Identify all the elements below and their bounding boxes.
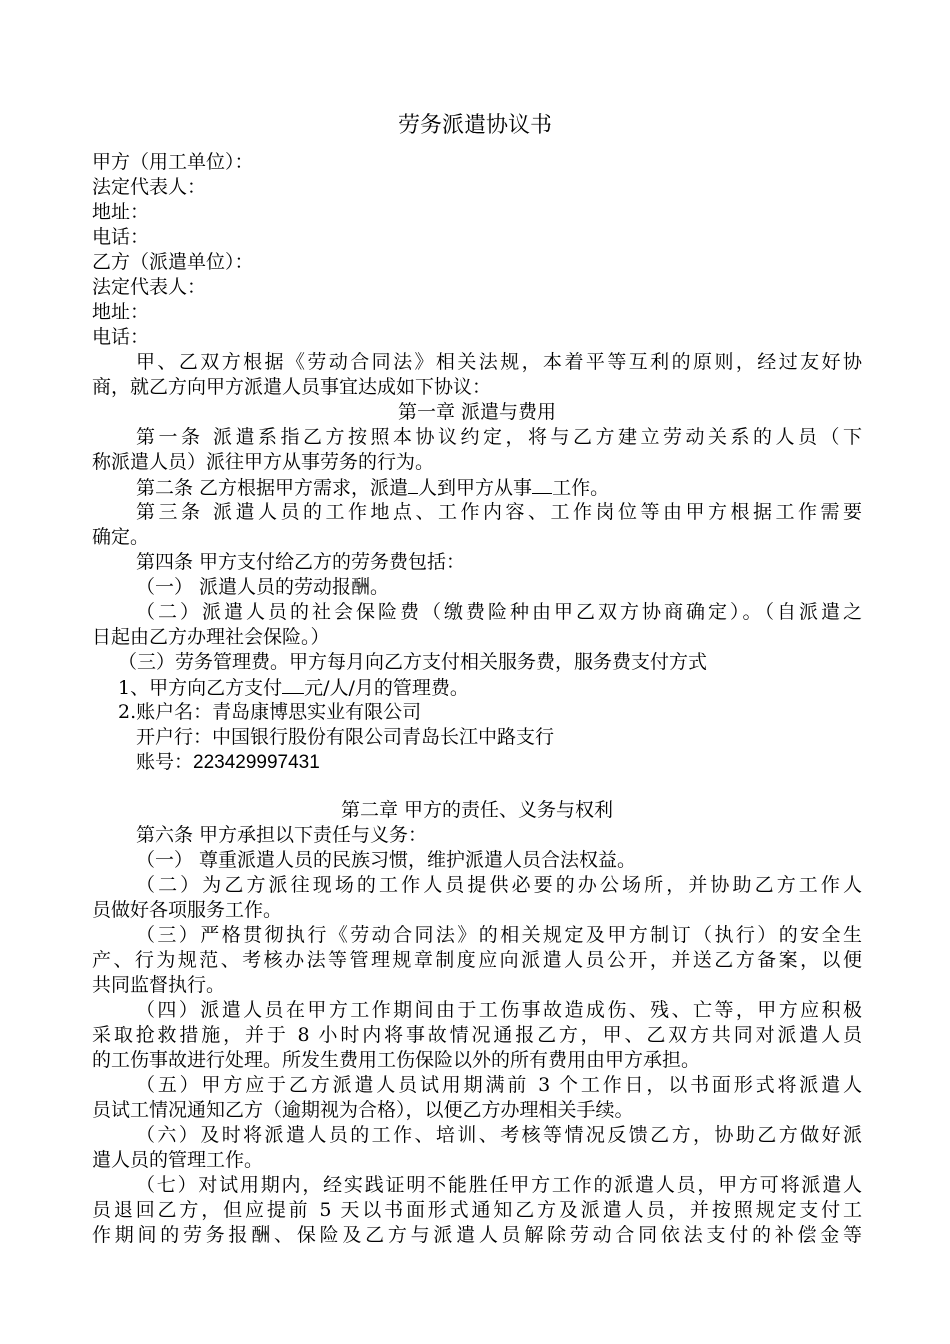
- duty-item-4-line-2: 采取抢救措施，并于 8 小时内将事故情况通报乙方，甲、乙双方共同对派遣人员: [92, 1024, 862, 1046]
- payment-line-1: [118, 675, 888, 701]
- fee-item-2-line-2: 日起由乙方办理社会保险。）: [92, 626, 330, 648]
- intro-line-1: 甲、乙双方根据《劳动合同法》相关法规，本着平等互利的原则，经过友好协: [136, 351, 862, 373]
- intro-line-2: 商，就乙方向甲方派遣人员事宜达成如下协议：: [92, 376, 492, 398]
- work-type-blank: [532, 475, 552, 494]
- article-2-part-c: 工作。: [552, 477, 610, 499]
- duty-item-7-line-3: 作期间的劳务报酬、保险及乙方与派遣人员解除劳动合同依法支付的补偿金等: [92, 1224, 862, 1246]
- chapter-2-heading: 第二章 甲方的责任、义务与权利: [340, 799, 614, 821]
- duty-item-5-line-1: （五）甲方应于乙方派遣人员试用期满前 3 个工作日，以书面形式将派遣人: [136, 1074, 862, 1096]
- article-1-line-2: 称派遣人员）派往甲方从事劳务的行为。: [92, 451, 435, 473]
- duty-item-3-line-3: 共同监督执行。: [92, 974, 226, 996]
- fee-amount-blank: [282, 675, 304, 694]
- bank-line: 开户行：中国银行股份有限公司青岛长江中路支行: [136, 726, 555, 748]
- article-2-part-a: 第二条 乙方根据甲方需求，派遣: [136, 477, 409, 499]
- fee-item-1: （一） 派遣人员的劳动报酬。: [136, 576, 390, 598]
- party-a-tel-line: 电话：: [92, 226, 150, 248]
- article-6: 第六条 甲方承担以下责任与义务：: [136, 824, 428, 846]
- article-4: 第四条 甲方支付给乙方的劳务费包括：: [136, 551, 466, 573]
- duty-item-2-line-2: 员做好各项服务工作。: [92, 899, 283, 921]
- party-a-line: 甲方（用工单位）：: [92, 151, 254, 173]
- duty-item-3-line-1: （三）严格贯彻执行《劳动合同法》的相关规定及甲方制订（执行）的安全生: [136, 924, 862, 946]
- account-number: 223429997431: [193, 752, 320, 773]
- article-1-line-1: 第一条 派遣系指乙方按照本协议约定，将与乙方建立劳动关系的人员（下: [136, 426, 862, 448]
- account-name-line: 2.账户名：青岛康博思实业有限公司: [118, 701, 422, 723]
- party-a-addr-line: 地址：: [92, 201, 150, 223]
- article-2: [136, 475, 906, 501]
- fee-item-3: （三）劳务管理费。甲方每月向乙方支付相关服务费，服务费支付方式: [118, 651, 708, 673]
- party-b-rep-line: 法定代表人：: [92, 276, 207, 298]
- duty-item-1: （一） 尊重派遣人员的民族习惯，维护派遣人员合法权益。: [136, 849, 637, 871]
- payment-line-1-part-b: 元/人/月的管理费。: [304, 677, 469, 699]
- headcount-blank: [408, 475, 418, 494]
- account-number-line: [136, 750, 906, 775]
- duty-item-6-line-1: （六）及时将派遣人员的工作、培训、考核等情况反馈乙方，协助乙方做好派: [136, 1124, 862, 1146]
- duty-item-6-line-2: 遣人员的管理工作。: [92, 1149, 264, 1171]
- party-b-addr-line: 地址：: [92, 301, 150, 323]
- article-2-part-b: 人到甲方从事: [418, 477, 533, 499]
- document-title: 劳务派遣协议书: [397, 113, 552, 138]
- payment-line-1-part-a: 1、甲方向乙方支付: [118, 677, 283, 699]
- account-label: 账号：: [136, 751, 194, 773]
- party-b-tel-line: 电话：: [92, 326, 150, 348]
- duty-item-4-line-1: （四）派遣人员在甲方工作期间由于工伤事故造成伤、残、亡等，甲方应积极: [136, 999, 862, 1021]
- duty-item-2-line-1: （二）为乙方派往现场的工作人员提供必要的办公场所，并协助乙方工作人: [136, 874, 862, 896]
- chapter-1-heading: 第一章 派遣与费用: [397, 401, 557, 423]
- duty-item-7-line-1: （七）对试用期内，经实践证明不能胜任甲方工作的派遣人员，甲方可将派遣人: [136, 1174, 862, 1196]
- article-3-line-2: 确定。: [92, 526, 150, 548]
- duty-item-3-line-2: 产、行为规范、考核办法等管理规章制度应向派遣人员公开，并送乙方备案，以便: [92, 949, 862, 971]
- fee-item-2-line-1: （二）派遣人员的社会保险费（缴费险种由甲乙双方协商确定）。（自派遣之: [136, 601, 862, 623]
- party-b-line: 乙方（派遣单位）：: [92, 251, 254, 273]
- party-a-rep-line: 法定代表人：: [92, 176, 207, 198]
- duty-item-7-line-2: 员退回乙方，但应提前 5 天以书面形式通知乙方及派遣人员，并按照规定支付工: [92, 1199, 862, 1221]
- duty-item-5-line-2: 员试工情况通知乙方（逾期视为合格），以便乙方办理相关手续。: [92, 1099, 634, 1121]
- article-3-line-1: 第三条 派遣人员的工作地点、工作内容、工作岗位等由甲方根据工作需要: [136, 501, 862, 523]
- duty-item-4-line-3: 的工伤事故进行处理。所发生费用工伤保险以外的所有费用由甲方承担。: [92, 1049, 701, 1071]
